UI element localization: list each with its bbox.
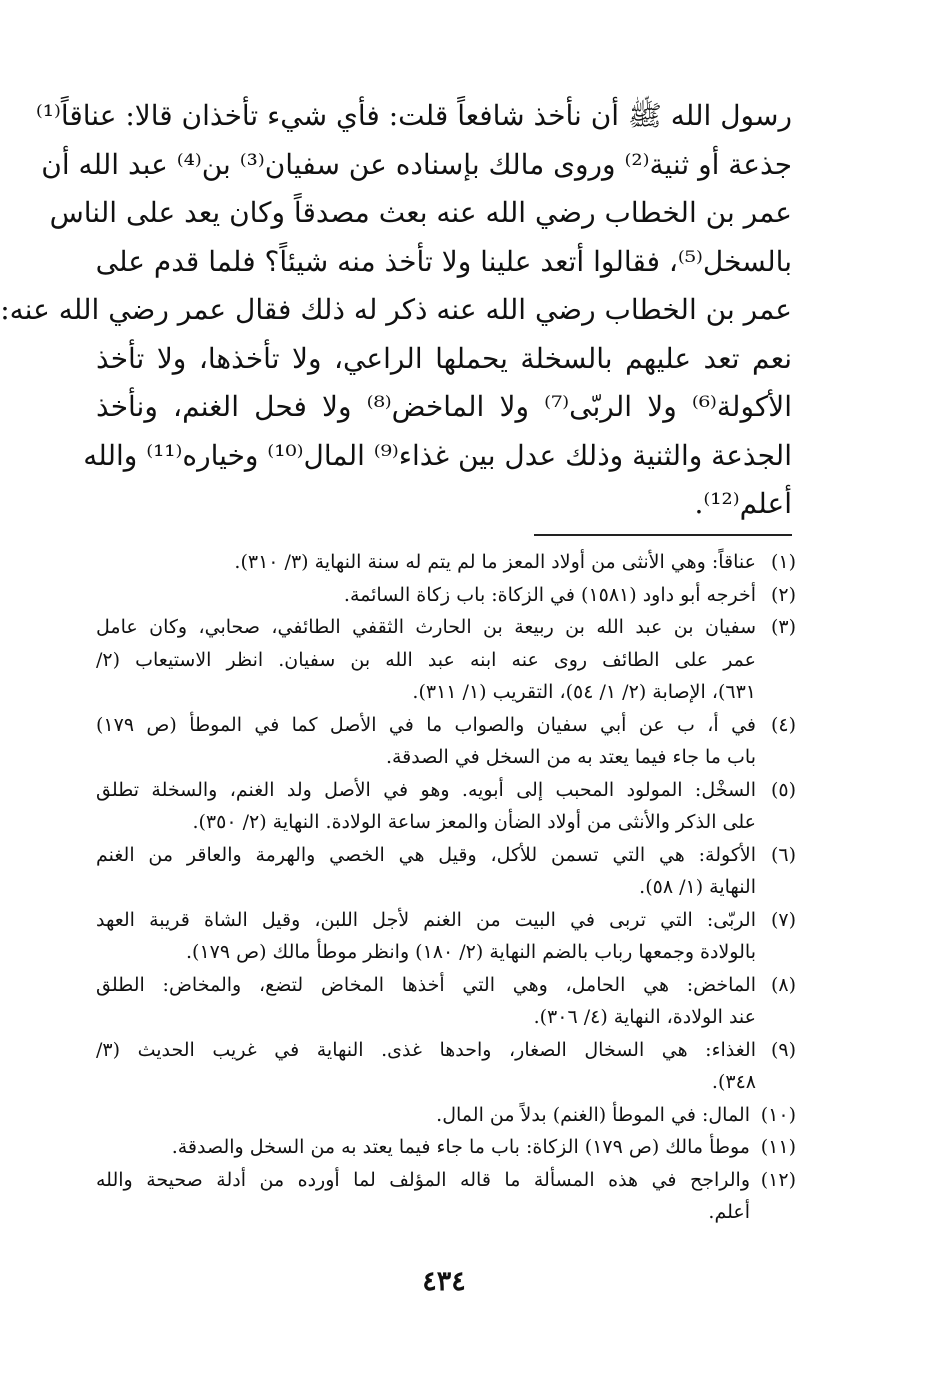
footnote-line: ٦٣١)، الإصابة (٢/ ١/ ٥٤)، التقريب (١/ ٣١١).: [412, 681, 756, 703]
footnote-number: (١١): [760, 1136, 796, 1158]
main-text-line: نعم تعد عليهم بالسخلة يحملها الراعي، ولا تأخذها، ولا تأخذ: [96, 341, 792, 375]
footnote-number: (٦): [770, 843, 796, 866]
footnote-number: (٥): [770, 778, 796, 801]
footnote-line: أخرجه أبو داود (١٥٨١) في الزكاة: باب زكاة السائمة.: [343, 583, 756, 606]
footnote-item: [96, 1099, 796, 1132]
footnote-line: عند الولادة، النهاية (٤/ ٣٠٦).: [533, 1006, 756, 1028]
footnote-line: النهاية (١/ ٥٨).: [639, 876, 756, 898]
footnote-line: والراجح في هذه المسألة ما قاله المؤلف لما أورده من أدلة صحيحة والله: [96, 1168, 750, 1191]
footnote-text: [96, 839, 756, 904]
main-text-line: بالسخل⁽⁵⁾، فقالوا أتعد علينا ولا تأخذ منه شيئاً؟ فلما قدم على: [95, 244, 792, 278]
main-text-line: الأكولة⁽⁶⁾ ولا الربّى⁽⁷⁾ ولا الماخض⁽⁸⁾ ولا فحل الغنم، ونأخذ: [96, 390, 793, 423]
footnote-line: السخْل: المولود المحبب إلى أبويه. وهو في الأصل ولد الغنم، والسخلة تطلق: [96, 778, 756, 801]
footnote-line: الماخض: هي الحامل، وهي التي أخذها المخاض لتضع، والمخاض: الطلق: [96, 973, 756, 996]
footnote-number: (١): [770, 551, 796, 573]
footnote-number: (١٠): [760, 1103, 796, 1126]
page-number: ٤٣٤: [422, 1266, 466, 1297]
footnote-number: (٨): [770, 973, 796, 996]
footnote-line: بالولادة وجمعها رباب بالضم النهاية (٢/ ١٨٠) وانظر موطأ مالك (ص ١٧٩).: [186, 941, 756, 963]
footnote-line: الأكولة: هي التي تسمن للأكل، وقيل هي الخصي والهرمة والعاقر من الغنم: [96, 843, 756, 866]
footnote-line: ٣٤٨).: [711, 1071, 756, 1093]
footnote-line: الغذاء: هي السخال الصغار، واحدها غذى. النهاية في غريب الحديث (٣/: [96, 1038, 756, 1061]
main-text-line: عمر بن الخطاب رضي الله عنه بعث مصدقاً وكان يعد على الناس: [49, 196, 792, 229]
footnote-number: (٤): [770, 713, 796, 736]
footnote-line: باب ما جاء فيما يعتد به من السخل في الصدقة.: [385, 746, 756, 768]
footnote-item: [96, 969, 796, 1034]
footnote-line: موطأ مالك (ص ١٧٩) الزكاة: باب ما جاء فيما يعتد به من السخل والصدقة.: [171, 1136, 750, 1158]
main-text-line: جذعة أو ثنية⁽²⁾ وروى مالك بإسناده عن سفيان⁽³⁾ بن⁽⁴⁾ عبد الله أن: [41, 147, 792, 181]
footnote-text: [96, 904, 756, 969]
footnote-number: (٢): [770, 583, 796, 606]
footnote-text: [96, 774, 756, 839]
footnote-text: [96, 1034, 756, 1099]
footnote-line: عمر على الطائف روى عنه ابنه عبد الله بن سفيان. انظر الاستيعاب (٢/: [96, 648, 756, 671]
footnote-line: على الذكر والأنثى من أولاد الضأن والمعز ساعة الولادة. النهاية (٢/ ٣٥٠).: [192, 811, 756, 833]
footnote-item: [96, 611, 796, 709]
main-text-line: رسول الله ﷺ أن نأخذ شافعاً قلت: فأي شيء تأخذان قالا: عناقاً⁽¹⁾: [35, 99, 792, 132]
footnote-divider: [534, 534, 792, 536]
footnote-text: [96, 709, 756, 774]
footnote-text: [96, 1164, 750, 1229]
footnote-number: (١٢): [760, 1168, 796, 1191]
footnote-item: [96, 904, 796, 969]
footnote-number: (٩): [770, 1038, 796, 1061]
footnote-item: [96, 1164, 796, 1229]
footnote-item: [96, 1131, 796, 1164]
footnote-number: (٣): [770, 616, 796, 638]
main-text-line: الجذعة والثنية وذلك عدل بين غذاء⁽⁹⁾ المال⁽¹⁰⁾ وخياره⁽¹¹⁾ والله: [83, 438, 792, 472]
main-text-line: أعلم⁽¹²⁾.: [694, 487, 792, 520]
main-text-line: عمر بن الخطاب رضي الله عنه ذكر له ذلك فقال عمر رضي الله عنه:: [0, 293, 792, 326]
footnote-number: (٧): [770, 908, 796, 931]
footnote-line: عناقاً: وهي الأنثى من أولاد المعز ما لم يتم له سنة النهاية (٣/ ٣١٠).: [234, 551, 756, 573]
footnote-item: [96, 1034, 796, 1099]
footnote-text: [96, 579, 756, 612]
footnote-text: [96, 1099, 750, 1132]
footnote-text: [96, 1131, 750, 1164]
footnote-line: أعلم.: [708, 1201, 750, 1223]
footnote-line: المال: في الموطأ (الغنم) بدلاً من المال.: [436, 1103, 750, 1126]
main-text-block: [0, 92, 793, 529]
footnote-text: [96, 546, 756, 579]
footnotes-section: [96, 546, 796, 1229]
footnote-item: [96, 579, 796, 612]
footnote-item: [96, 709, 796, 774]
footnote-item: [96, 774, 796, 839]
footnote-item: [96, 546, 796, 579]
footnote-line: الربّى: التي تربى في البيت من الغنم لأجل اللبن، وقيل الشاة قريبة العهد: [96, 908, 756, 931]
footnote-text: [96, 969, 756, 1034]
footnote-line: في أ، ب عن أبي سفيان والصواب ما في الأصل كما في الموطأ (ص ١٧٩): [96, 713, 756, 736]
footnote-line: سفيان بن عبد الله بن ربيعة بن الحارث الثقفي الطائفي، صحابي، وكان عامل: [96, 616, 756, 638]
footnote-item: [96, 839, 796, 904]
footnote-text: [96, 611, 756, 709]
